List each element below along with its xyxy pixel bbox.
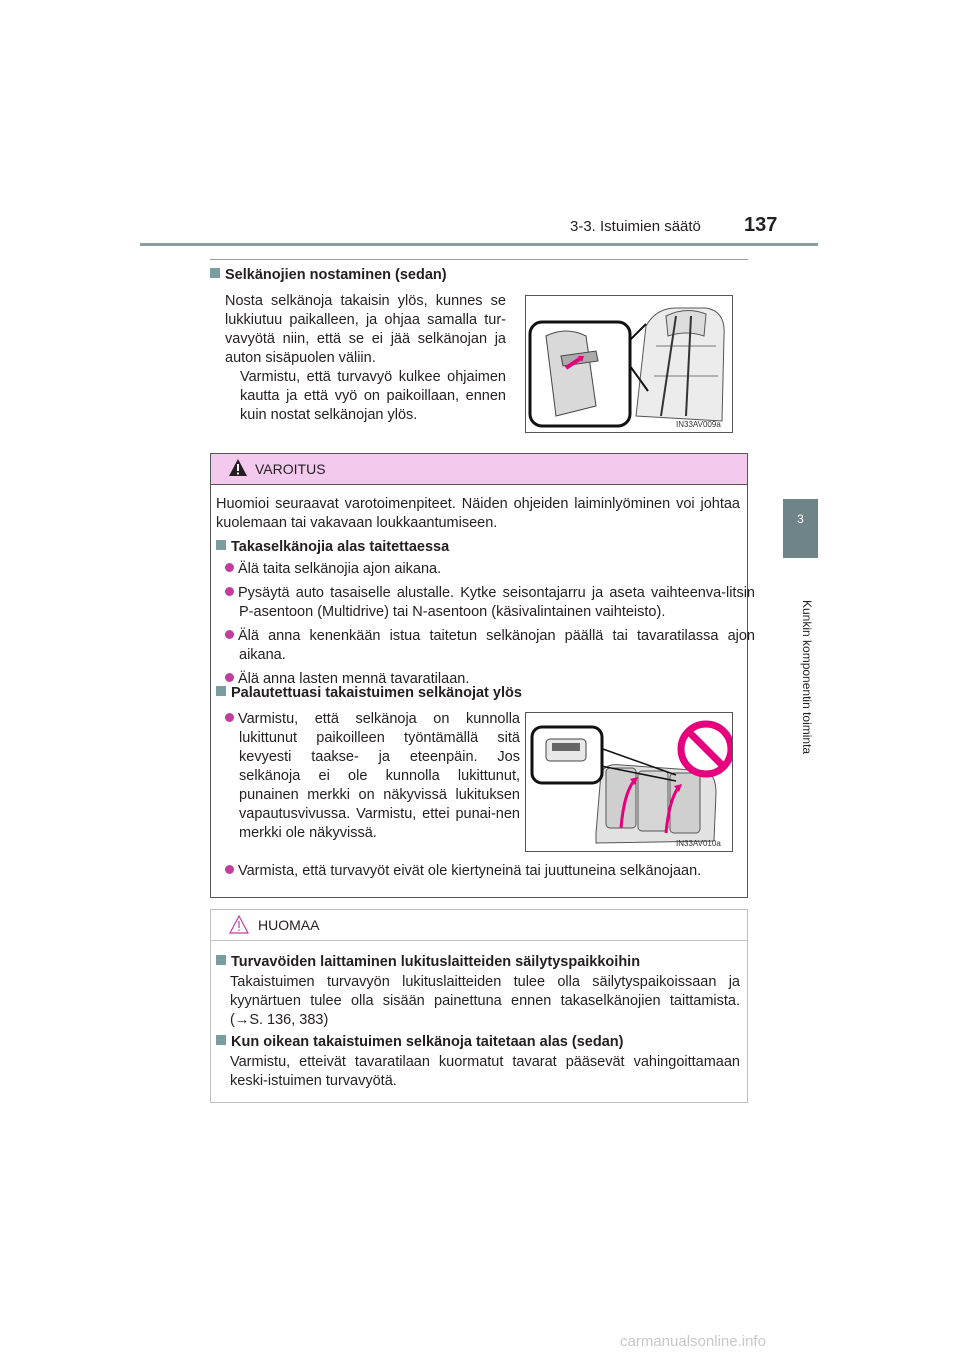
notice-title: HUOMAA <box>258 917 320 933</box>
bullet-dot-icon <box>225 865 234 874</box>
figure-code-2: IN33AV010a <box>676 839 721 848</box>
notice-box <box>210 909 748 1103</box>
bullet-dot-icon <box>225 587 234 596</box>
warning-header <box>211 454 747 485</box>
notice-sub2-text: Varmistu, etteivät tavaratilaan kuormatut tavarat pääsevät vahingoittamaan keski-istuimen turvavyötä. <box>230 1054 740 1089</box>
square-bullet-icon <box>210 268 220 278</box>
warning-title: VAROITUS <box>255 461 326 477</box>
warning-item-4: Älä anna lasten mennä tavaratilaan. <box>225 670 741 689</box>
bullet-dot-icon <box>225 563 234 572</box>
section1-note: Varmistu, että turvavyö kulkee ohjaimen kautta ja että vyö on paikoillaan, ennen kuin nostat selkänojan ylös. <box>240 369 506 423</box>
square-bullet-icon <box>216 686 226 696</box>
watermark: carmanualsonline.info <box>620 1333 766 1350</box>
square-bullet-icon <box>216 1035 226 1045</box>
warning-intro: Huomioi seuraavat varotoimenpiteet. Näiden ohjeiden laiminlyöminen voi johtaa kuolemaan tai vakavaan loukkaantumiseen. <box>216 496 740 531</box>
bullet-dot-icon <box>225 673 234 682</box>
section-title: 3-3. Istuimien säätö <box>570 218 701 235</box>
seat-illustration-icon <box>526 296 732 432</box>
warning-item-3: Älä anna kenenkään istua taitetun selkänojan päällä tai tavaratilassa ajon aikana. <box>225 627 755 665</box>
warning-sub2-heading: Palautettuasi takaistuimen selkänojat ylös <box>216 684 522 703</box>
chapter-side-text: Kunkin komponentin toiminta <box>800 600 814 755</box>
page-number: 137 <box>744 214 778 236</box>
warning-sub2-item-2: Varmista, että turvavyöt eivät ole kiertyneinä tai juuttuneina selkänojaan. <box>225 862 741 881</box>
warning-box <box>210 453 755 898</box>
warning-triangle-icon <box>228 458 248 478</box>
notice-sub1-heading: Turvavöiden laittaminen lukituslaitteiden säilytyspaikkoihin <box>216 953 640 972</box>
warning-item-1: Älä taita selkänojia ajon aikana. <box>225 560 741 579</box>
square-bullet-icon <box>216 540 226 550</box>
notice-sub1-text: Takaistuimen turvavyön lukituslaitteiden tulee olla säilytyspaikoissaan ja kyynärtuen tulee olla sisään painettuna ennen takaselkänojien taittamista. (→S. 136, 383) <box>230 974 740 1028</box>
warning-sub2-item-1: Varmistu, että selkänoja on kunnolla lukittunut paikoilleen työntämällä sitä kevyesti taakse- ja eteenpäin. Jos selkänoja ei ole kunnolla lukittunut, punainen merkki on näkyvissä lukituksen vapautusvivussa. Varmistu, ettei punai-nen merkki ole näkyvissä. <box>225 710 520 843</box>
section1-paragraph: Nosta selkänoja takaisin ylös, kunnes se lukkiutuu paikalleen, ja ohjaa samalla tur-vavyötä niin, että se ei jää selkänojan ja auton sisäpuolen väliin. <box>225 293 506 366</box>
warning-sub1-heading: Takaselkänojia alas taitettaessa <box>216 538 449 557</box>
bullet-dot-icon <box>225 630 234 639</box>
section1-heading: Selkänojien nostaminen (sedan) <box>210 266 447 285</box>
warning-item-2: Pysäytä auto tasaiselle alustalle. Kytke seisontajarru ja aseta vaihteenva-litsin P-asentoon (Multidrive) tai N-asentoon (käsivalintainen vaihteisto). <box>225 584 755 622</box>
square-bullet-icon <box>216 955 226 965</box>
seatbelt-guide-illustration <box>525 295 733 433</box>
section-rule <box>210 259 748 260</box>
bullet-dot-icon <box>225 713 234 722</box>
header-rule <box>140 243 818 246</box>
figure-code-1: IN33AV009a <box>676 420 721 429</box>
chapter-tab: 3 <box>783 499 818 558</box>
notice-header <box>211 910 747 941</box>
seat-lock-icon <box>526 713 732 851</box>
notice-sub2-heading: Kun oikean takaistuimen selkänoja taitetaan alas (sedan) <box>216 1033 623 1052</box>
seat-lock-illustration <box>525 712 733 852</box>
caution-triangle-icon <box>228 914 250 936</box>
